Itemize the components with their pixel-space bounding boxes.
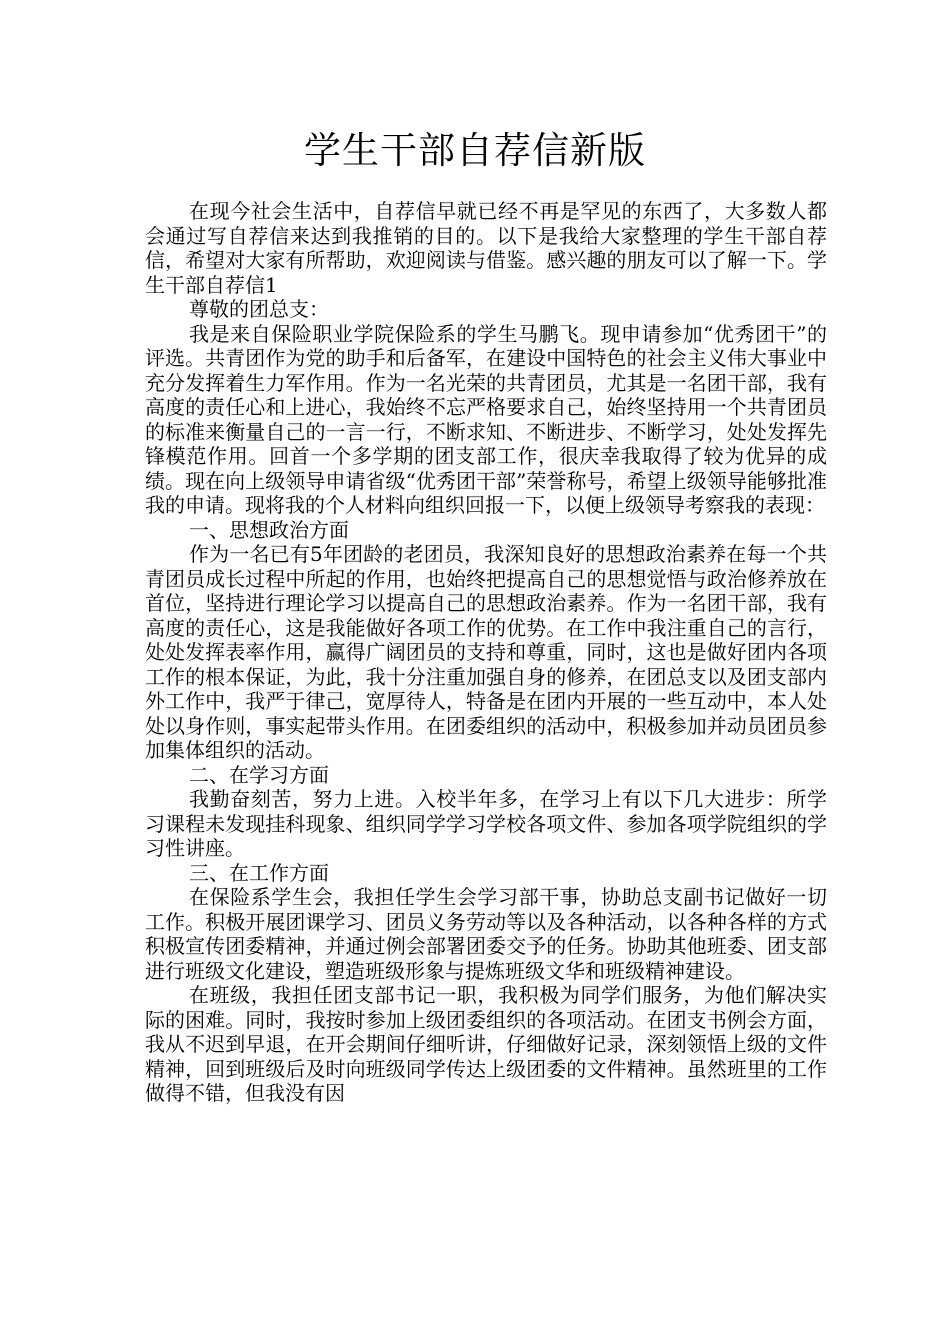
body-paragraph: 在班级，我担任团支部书记一职，我积极为同学们服务，为他们解决实际的困难。同时，我按时参加上级团委组织的各项活动。在团支书例会方面，我从不迟到早退，在开会期间仔细听讲，仔细做好记录，深刻领悟上级的文件精神，回到班级后及时向班级同学传达上级团委的文件精神。虽然班里的工作做得不错，但我没有因 (145, 983, 827, 1105)
section-heading: 三、在工作方面 (189, 860, 329, 885)
salutation: 尊敬的团总支： (189, 297, 329, 321)
body-paragraph: 我是来自保险职业学院保险系的学生马鹏飞。现申请参加“优秀团干”的评选。共青团作为党的助手和后备军，在建设中国特色的社会主义伟大事业中充分发挥着生力军作用。作为一名光荣的共青团员，尤其是一名团干部，我有高度的责任心和上进心，我始终不忘严格要求自己，始终坚持用一个共青团员的标准来衡量自己的一言一行，不断求知、不断进步、不断学习，处处发挥先锋模范作用。回首一个多学期的团支部工作，很庆幸我取得了较为优异的成绩。现在向上级领导申请省级“优秀团干部”荣誉称号，希望上级领导能够批准我的申请。现将我的个人材料向组织回报一下，以便上级领导考察我的表现： (145, 321, 827, 517)
body-paragraph: 作为一名已有5年团龄的老团员，我深知良好的思想政治素养在每一个共青团员成长过程中所起的作用，也始终把提高自己的思想觉悟与政治修养放在首位，坚持进行理论学习以提高自己的思想政治素养。作为一名团干部，我有高度的责任心，这是我能做好各项工作的优势。在工作中我注重自己的言行，处处发挥表率作用，赢得广阔团员的支持和尊重，同时，这也是做好团内各项工作的根本保证，为此，我十分注重加强自身的修养，在团总支以及团支部内外工作中，我严于律己，宽厚待人，特备是在团内开展的一些互动中，本人处处以身作则，事实起带头作用。在团委组织的活动中，积极参加并动员团员参加集体组织的活动。 (145, 542, 827, 762)
intro-paragraph: 在现今社会生活中，自荐信早就已经不再是罕见的东西了，大多数人都会通过写自荐信来达到我推销的目的。以下是我给大家整理的学生干部自荐信，希望对大家有所帮助，欢迎阅读与借鉴。感兴趣的朋友可以了解一下。学生干部自荐信1 (145, 199, 827, 297)
body-paragraph: 在保险系学生会，我担任学生会学习部干事，协助总支副书记做好一切工作。积极开展团课学习、团员义务劳动等以及各种活动，以各种各样的方式积极宣传团委精神，并通过例会部署团委交予的任务。协助其他班委、团支部进行班级文化建设，塑造班级形象与提炼班级文华和班级精神建设。 (145, 885, 827, 983)
section-heading: 二、在学习方面 (189, 762, 329, 787)
section-heading: 一、思想政治方面 (189, 517, 349, 542)
body-paragraph: 我勤奋刻苦，努力上进。入校半年多，在学习上有以下几大进步：所学习课程未发现挂科现象、组织同学学习学校各项文件、参加各项学院组织的学习性讲座。 (145, 787, 827, 860)
document-body (145, 199, 827, 1106)
document-title: 学生干部自荐信新版 (304, 129, 646, 172)
